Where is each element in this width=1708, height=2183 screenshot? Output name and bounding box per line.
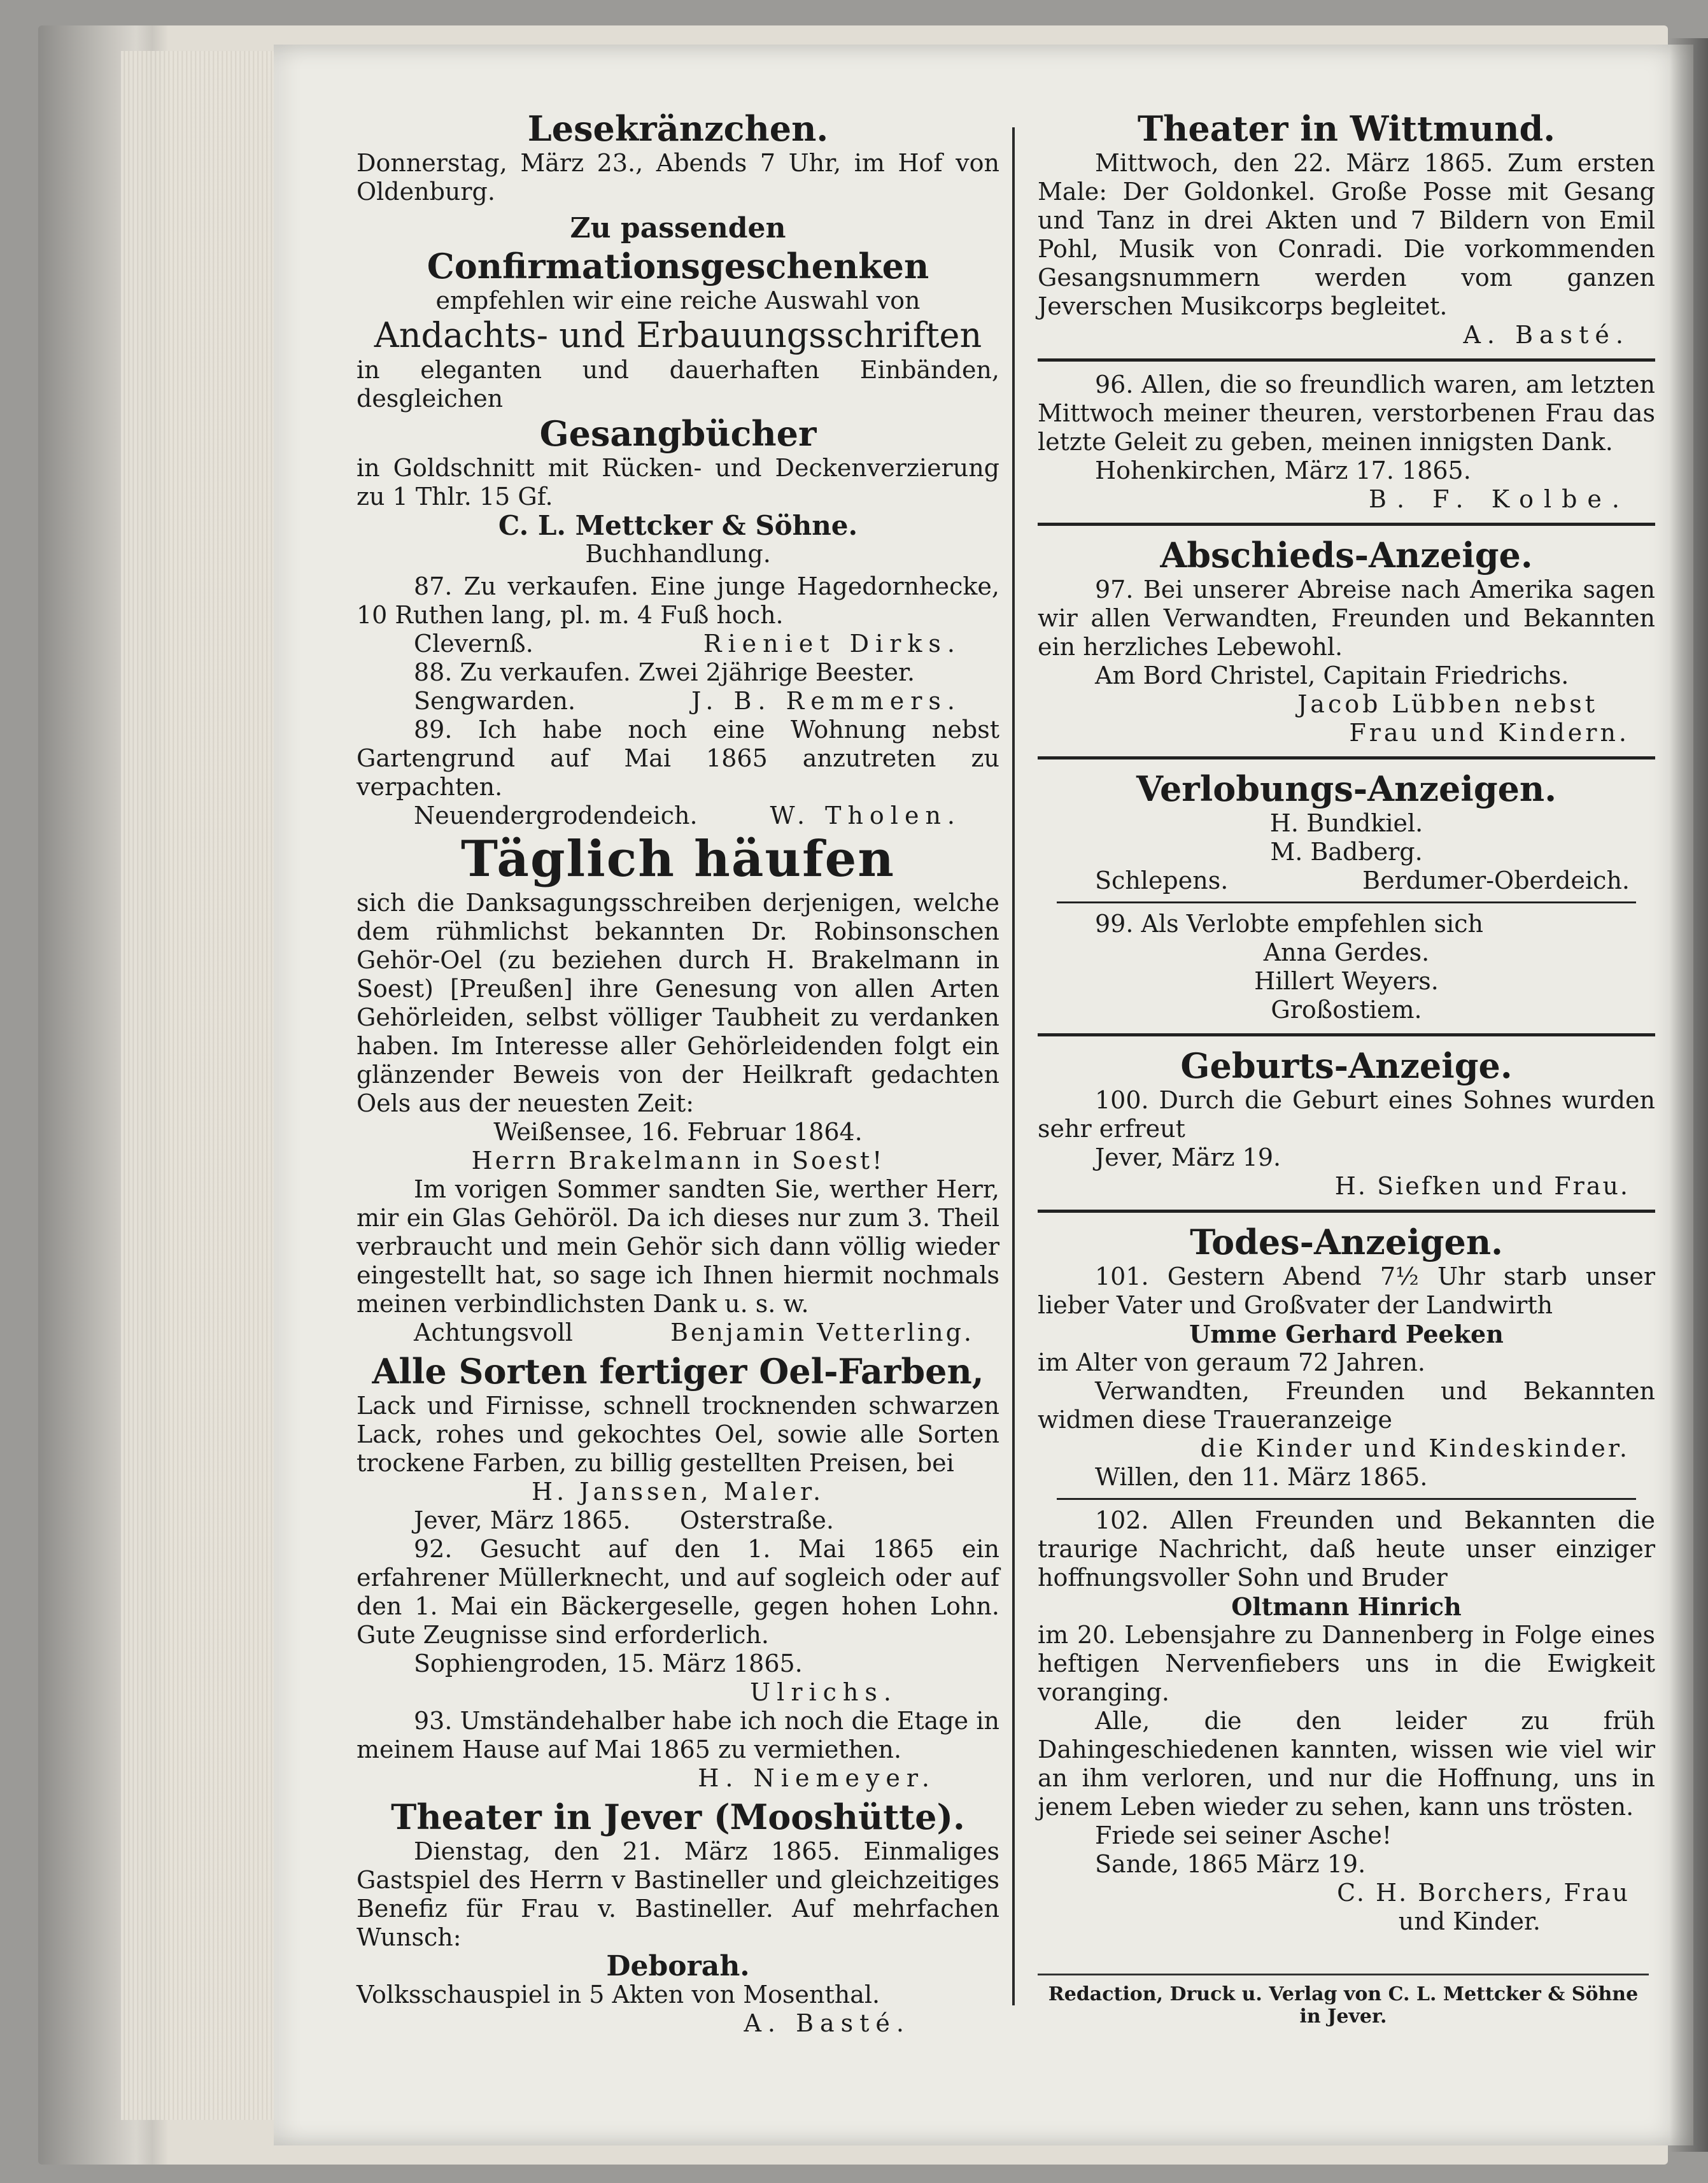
column-divider — [1012, 127, 1015, 2005]
theater-jever-play-sub: Volksschauspiel in 5 Akten von Mosenthal. — [356, 1981, 880, 2009]
farben-name: H. Janssen, Maler. — [531, 1478, 825, 1506]
todes-sign102a: C. H. Borchers, Frau — [1337, 1879, 1630, 1907]
section-rule — [1038, 523, 1655, 526]
section-rule — [1038, 1033, 1655, 1036]
verlobung-place2: Berdumer-Oberdeich. — [1362, 866, 1630, 894]
theater-jever-play: Deborah. — [606, 1950, 750, 1982]
ad-96-place: Hohenkirchen, März 17. 1865. — [1095, 456, 1471, 484]
section-rule-thin — [1057, 901, 1636, 903]
verlobung-place1: Schlepens. — [1095, 866, 1229, 894]
ad-88-signature — [356, 687, 999, 716]
geburt-name: H. Siefken und Frau. — [1334, 1172, 1630, 1200]
ad-96-text: 96. Allen, die so freundlich waren, am letzten Mittwoch meiner theuren, verstorbenen Frau das letzte Geleit zu geben, meinen innigsten Dank. — [1038, 371, 1655, 456]
left-column — [356, 108, 999, 2038]
lesekraenzchen-text: Donnerstag, März 23., Abends 7 Uhr, im Hof von Oldenburg. — [356, 149, 999, 206]
bookstore-line5: in eleganten und dauerhaften Einbänden, desgleichen — [356, 356, 999, 413]
todes-place102: Sande, 1865 März 19. — [1095, 1850, 1366, 1878]
footer-rule — [1038, 1974, 1649, 1975]
ad-88-name: J. B. Remmers. — [691, 687, 961, 715]
todes-deceased2: Oltmann Hinrich — [1231, 1592, 1462, 1621]
imprint-footer: Redaction, Druck u. Verlag von C. L. Mettcker & Söhne in Jever. — [1048, 1983, 1639, 2028]
todes-peace: Friede sei seiner Asche! — [1095, 1821, 1392, 1849]
todes-title: Todes-Anzeigen. — [1190, 1222, 1503, 1262]
farben-signature — [356, 1506, 999, 1535]
bookstore-line7: in Goldschnitt mit Rücken- und Deckenverzierung zu 1 Thlr. 15 Gf. — [356, 454, 999, 511]
right-column — [1038, 108, 1655, 1936]
ad-87-name: Rieniet Dirks. — [703, 630, 961, 658]
geburt-text: 100. Durch die Geburt eines Sohnes wurden sehr erfreut — [1038, 1086, 1655, 1143]
farben-text: Lack und Firnisse, schnell trocknenden schwarzen Lack, rohes und gekochtes Oel, sowie alle Sorten trockene Farben, zu billig gestellten Preisen, bei — [356, 1392, 999, 1477]
section-rule-thin — [1057, 1498, 1636, 1500]
verlobung-text99: 99. Als Verlobte empfehlen sich — [1095, 910, 1483, 938]
todes-sign101: die Kinder und Kindeskinder. — [1200, 1434, 1630, 1462]
verlobung-place3: Großostiem. — [1271, 996, 1422, 1024]
bookstore-firm-sub: Buchhandlung. — [585, 540, 771, 568]
bookstore-line2: Confirmationsgeschenken — [427, 246, 929, 286]
todes-place101: Willen, den 11. März 1865. — [1095, 1463, 1428, 1491]
theater-wittmund-name: A. Basté. — [1463, 321, 1630, 349]
robinson-signature — [356, 1318, 999, 1347]
verlobung-places — [1038, 866, 1655, 895]
verlobung-name2: M. Badberg. — [1270, 838, 1423, 866]
verlobung-name3: Anna Gerdes. — [1263, 938, 1430, 966]
geburt-title: Geburts-Anzeige. — [1180, 1045, 1513, 1086]
todes-text101c: Verwandten, Freunden und Bekannten widmen diese Traueranzeige — [1038, 1377, 1655, 1434]
abschied-text: 97. Bei unserer Abreise nach Amerika sagen wir allen Verwandten, Freunden und Bekannten ein herzliches Lebewohl. — [1038, 576, 1655, 661]
robinson-letter: Im vorigen Sommer sandten Sie, werther Herr, mir ein Glas Gehöröl. Da ich dieses nur zum 3. Theil verbraucht und mein Gehör sich dann völlig wieder eingestellt hat, so sage ich Ihnen hiermit nochmals meinen verbindlichsten Dank u. s. w. — [356, 1175, 999, 1318]
ad-88-place: Sengwarden. — [414, 687, 576, 715]
theater-wittmund-title: Theater in Wittmund. — [1137, 108, 1556, 149]
robinson-addressee: Herrn Brakelmann in Soest! — [471, 1147, 885, 1175]
page-stack-edge — [121, 51, 286, 2120]
verlobung-name4: Hillert Weyers. — [1254, 967, 1439, 995]
ad-92-text: 92. Gesucht auf den 1. Mai 1865 ein erfahrener Müllerknecht, und auf sogleich oder auf den 1. Mai ein Bäckergeselle, gegen hohen Lohn. Gute Zeugnisse sind erforderlich. — [356, 1535, 999, 1649]
section-rule — [1038, 358, 1655, 362]
farben-title: Alle Sorten fertiger Oel-Farben, — [372, 1351, 984, 1392]
bookstore-line6: Gesangbücher — [539, 413, 817, 454]
bookstore-line3: empfehlen wir eine reiche Auswahl von — [435, 286, 921, 314]
ad-89-signature — [356, 802, 999, 830]
robinson-title: Täglich häufen — [461, 830, 895, 888]
geburt-place: Jever, März 19. — [1095, 1143, 1281, 1171]
abschied-name1: Jacob Lübben nebst — [1297, 690, 1598, 718]
robinson-closing: Achtungsvoll — [414, 1318, 573, 1346]
theater-jever-title: Theater in Jever (Mooshütte). — [391, 1797, 965, 1837]
ad-89-name: W. Tholen. — [770, 802, 961, 830]
ad-92-name: Ulrichs. — [750, 1678, 898, 1706]
ad-93-text: 93. Umständehalber habe ich noch die Etage in meinem Hause auf Mai 1865 zu vermiethen. — [356, 1707, 999, 1763]
abschied-name2: Frau und Kindern. — [1349, 719, 1630, 747]
section-rule — [1038, 1210, 1655, 1213]
bookstore-line4: Andachts- und Erbauungsschriften — [374, 315, 982, 355]
ad-96-name: B. F. Kolbe. — [1369, 485, 1630, 513]
ad-88-text: 88. Zu verkaufen. Zwei 2jährige Beester. — [414, 658, 915, 686]
ad-92-place: Sophiengroden, 15. März 1865. — [414, 1650, 803, 1678]
todes-text102c: Alle, die den leider zu früh Dahingeschiedenen kannten, wissen wie viel wir an ihm verloren, und nur die Hoffnung, uns in jenem Leben wieder zu sehen, kann uns trösten. — [1038, 1707, 1655, 1821]
ad-87-place: Clevernß. — [414, 630, 533, 658]
ad-87-signature — [356, 630, 999, 658]
theater-jever-name: A. Basté. — [744, 2009, 910, 2037]
abschied-title: Abschieds-Anzeige. — [1160, 535, 1533, 576]
theater-jever-text: Dienstag, den 21. März 1865. Einmaliges Gastspiel des Herrn v Bastineller und gleichzeitiges Benefiz für Frau v. Bastineller. Auf mehrfachen Wunsch: — [356, 1837, 999, 1951]
todes-text101b: im Alter von gerаum 72 Jahren. — [1038, 1348, 1425, 1376]
farben-place: Jever, März 1865. — [414, 1506, 631, 1534]
theater-wittmund-text: Mittwoch, den 22. März 1865. Zum ersten Male: Der Goldonkel. Große Posse mit Gesang und Tanz in drei Akten und 7 Bildern von Emil Pohl, Musik von Conradi. Die vorkommenden Gesangsnummern werden vom ganzen Jeverschen Musikcorps begleitet. — [1038, 149, 1655, 320]
ad-89-place: Neuendergrodendeich. — [414, 802, 698, 830]
abschied-ship: Am Bord Christel, Capitain Friedrichs. — [1095, 661, 1569, 689]
lesekraenzchen-title: Lesekränzchen. — [527, 108, 829, 149]
section-rule — [1038, 756, 1655, 759]
todes-text102b: im 20. Lebensjahre zu Dannenberg in Folge eines heftigen Nervenfiebers uns in die Ewigkeit voranging. — [1038, 1621, 1655, 1706]
robinson-signer: Benjamin Vetterling. — [670, 1318, 974, 1346]
todes-text102a: 102. Allen Freunden und Bekannten die traurige Nachricht, daß heute unser einziger hoffnungsvoller Sohn und Bruder — [1038, 1506, 1655, 1592]
bookstore-line1: Zu passenden — [570, 212, 786, 244]
ad-87-text: 87. Zu verkaufen. Eine junge Hagedornhecke, 10 Ruthen lang, pl. m. 4 Fuß hoch. — [356, 572, 999, 629]
todes-text101a: 101. Gestern Abend 7½ Uhr starb unser lieber Vater und Großvater der Landwirth — [1038, 1262, 1655, 1319]
verlobung-name1: H. Bundkiel. — [1269, 809, 1423, 837]
bookstore-firm: C. L. Mettcker & Söhne. — [498, 510, 858, 541]
verlobung-title: Verlobungs-Anzeigen. — [1136, 768, 1556, 809]
todes-deceased1: Umme Gerhard Peeken — [1189, 1320, 1504, 1348]
ad-93-name: H. Niemeyer. — [698, 1764, 936, 1792]
robinson-date: Weißensee, 16. Februar 1864. — [493, 1118, 863, 1146]
robinson-text: sich die Danksagungsschreiben derjenigen, welche dem rühmlichst bekannten Dr. Robinsonschen Gehör-Oel (zu beziehen durch H. Brakelmann in Soest) [Preußen] ihre Genesung von allen Arten Gehörleiden, selbst völliger Taubheit zu verdanken haben. Im Interesse aller Gehörleidenden folgt ein glänzender Beweis von der Heilkraft gedachten Oels aus der neuesten Zeit: — [356, 889, 999, 1117]
farben-street: Osterstraße. — [679, 1506, 834, 1534]
page-gutter-shadow — [1670, 38, 1708, 2152]
ad-89-text: 89. Ich habe noch eine Wohnung nebst Gartengrund auf Mai 1865 anzutreten zu verpachten. — [356, 716, 999, 801]
todes-sign102b: und Kinder. — [1398, 1907, 1541, 1935]
